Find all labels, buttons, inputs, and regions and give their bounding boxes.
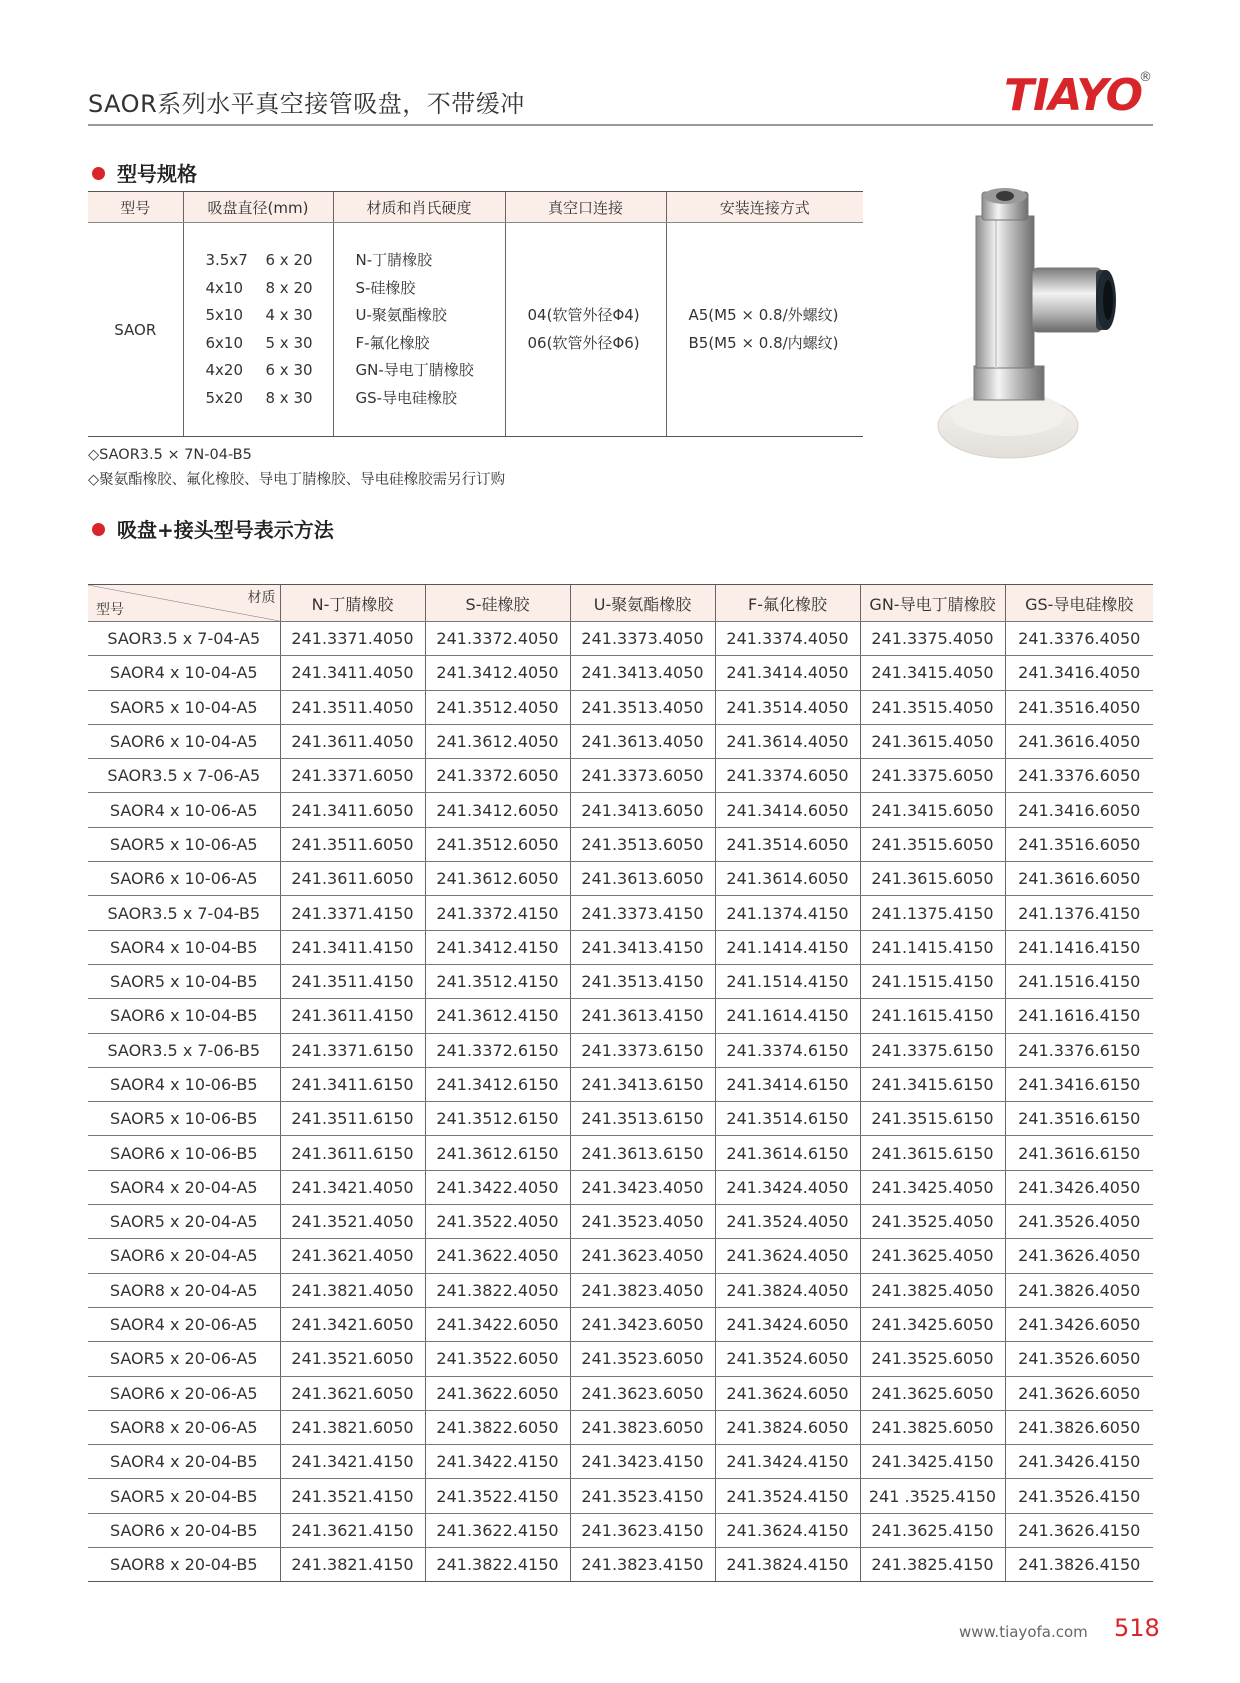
model-cell: SAOR6 x 20-06-A5 <box>88 1376 280 1410</box>
part-number-cell: 241.3821.4150 <box>280 1548 425 1582</box>
material-col-header: GN-导电丁腈橡胶 <box>860 585 1005 622</box>
part-number-cell: 241.3622.4150 <box>425 1513 570 1547</box>
part-number-cell: 241.3611.4150 <box>280 999 425 1033</box>
part-number-cell: 241.3624.6050 <box>715 1376 860 1410</box>
part-number-cell: 241.3523.4150 <box>570 1479 715 1513</box>
part-number-cell: 241.3415.6050 <box>860 793 1005 827</box>
part-number-cell: 241.3412.6050 <box>425 793 570 827</box>
material-col-header: S-硅橡胶 <box>425 585 570 622</box>
part-number-cell: 241.3373.4150 <box>570 896 715 930</box>
part-number-cell: 241.1614.4150 <box>715 999 860 1033</box>
part-number-cell: 241.3411.6050 <box>280 793 425 827</box>
part-number-cell: 241.1415.4150 <box>860 930 1005 964</box>
part-number-cell: 241.3426.4050 <box>1005 1170 1153 1204</box>
part-number-cell: 241.3516.6050 <box>1005 827 1153 861</box>
model-cell: SAOR4 x 20-04-A5 <box>88 1170 280 1204</box>
diameter-value: 5x20 <box>205 388 244 407</box>
part-number-cell: 241.3612.6050 <box>425 862 570 896</box>
ordering-table-header <box>88 585 1153 622</box>
vacuum-item: 04(软管外径Φ4) <box>527 306 640 324</box>
table-row <box>88 1170 1153 1204</box>
spec-table-row <box>88 223 863 437</box>
part-number-cell: 241.3414.6050 <box>715 793 860 827</box>
part-number-cell: 241.3416.4050 <box>1005 656 1153 690</box>
table-row <box>88 793 1153 827</box>
part-number-cell: 241.3623.6050 <box>570 1376 715 1410</box>
part-number-cell: 241.3823.4150 <box>570 1548 715 1582</box>
spec-col-header: 材质和肖氏硬度 <box>333 192 505 223</box>
vacuum-item: 06(软管外径Φ6) <box>527 333 640 352</box>
part-number-cell: 241.3371.4150 <box>280 896 425 930</box>
table-row <box>88 999 1153 1033</box>
bullet-dot-icon <box>92 523 105 536</box>
part-number-cell: 241.3824.4150 <box>715 1548 860 1582</box>
part-number-cell: 241.3412.6150 <box>425 1067 570 1101</box>
part-number-cell: 241.3821.4050 <box>280 1273 425 1307</box>
part-number-cell: 241.3612.4150 <box>425 999 570 1033</box>
part-number-cell: 241.3824.4050 <box>715 1273 860 1307</box>
model-cell: SAOR5 x 20-06-A5 <box>88 1342 280 1376</box>
material-col-header: GS-导电硅橡胶 <box>1005 585 1153 622</box>
part-number-cell: 241.3523.4050 <box>570 1205 715 1239</box>
part-number-cell: 241.3511.6050 <box>280 827 425 861</box>
part-number-cell: 241.3623.4150 <box>570 1513 715 1547</box>
table-row <box>88 1548 1153 1582</box>
model-cell: SAOR4 x 20-06-A5 <box>88 1307 280 1341</box>
part-number-cell: 241.1414.4150 <box>715 930 860 964</box>
brand-logo: TIAYO <box>1004 70 1143 121</box>
spec-col-header: 吸盘直径(mm) <box>183 192 333 223</box>
table-row <box>88 1273 1153 1307</box>
model-cell: SAOR3.5 x 7-04-A5 <box>88 622 280 656</box>
part-number-cell: 241.3375.4050 <box>860 622 1005 656</box>
diameter-value: 6x10 <box>205 333 244 352</box>
table-row <box>88 656 1153 690</box>
part-number-cell: 241.3372.4050 <box>425 622 570 656</box>
part-number-cell: 241.3413.4050 <box>570 656 715 690</box>
table-row <box>88 827 1153 861</box>
part-number-cell: 241.3525.6050 <box>860 1342 1005 1376</box>
note-line: ◇聚氨酯橡胶、氟化橡胶、导电丁腈橡胶、导电硅橡胶需另行订购 <box>88 472 506 488</box>
part-number-cell: 241.3522.4150 <box>425 1479 570 1513</box>
part-number-cell: 241.3613.4150 <box>570 999 715 1033</box>
model-cell: SAOR3.5 x 7-04-B5 <box>88 896 280 930</box>
model-cell: SAOR4 x 10-06-B5 <box>88 1067 280 1101</box>
diameter-value: 4x20 <box>205 361 244 379</box>
material-item: N-丁腈橡胶 <box>355 251 433 269</box>
part-number-cell: 241.3422.6050 <box>425 1307 570 1341</box>
table-row <box>88 1479 1153 1513</box>
part-number-cell: 241.3423.6050 <box>570 1307 715 1341</box>
diameter-value: 4x10 <box>205 278 244 297</box>
part-number-cell: 241.3513.4050 <box>570 690 715 724</box>
registered-mark: ® <box>1139 70 1152 85</box>
part-number-cell: 241.1416.4150 <box>1005 930 1153 964</box>
part-number-cell: 241.3626.6050 <box>1005 1376 1153 1410</box>
part-number-cell: 241.3412.4050 <box>425 656 570 690</box>
part-number-cell: 241.3625.4050 <box>860 1239 1005 1273</box>
part-number-cell: 241.3611.4050 <box>280 724 425 758</box>
part-number-cell: 241.3626.4150 <box>1005 1513 1153 1547</box>
part-number-cell: 241.3424.4150 <box>715 1445 860 1479</box>
part-number-cell: 241.3415.6150 <box>860 1067 1005 1101</box>
spec-col-header: 真空口连接 <box>505 192 666 223</box>
part-number-cell: 241.3421.4050 <box>280 1170 425 1204</box>
part-number-cell: 241.3376.6150 <box>1005 1033 1153 1067</box>
part-number-cell: 241.3525.4050 <box>860 1205 1005 1239</box>
material-item: GS-导电硅橡胶 <box>355 388 458 407</box>
model-cell: SAOR8 x 20-06-A5 <box>88 1410 280 1444</box>
part-number-cell: 241.3424.4050 <box>715 1170 860 1204</box>
mounting-item: A5(M5 × 0.8/外螺纹) <box>688 306 839 324</box>
part-number-cell: 241.3624.4050 <box>715 1239 860 1273</box>
table-row <box>88 1067 1153 1101</box>
table-row <box>88 1136 1153 1170</box>
part-number-cell: 241.3421.4150 <box>280 1445 425 1479</box>
model-cell: SAOR3.5 x 7-06-B5 <box>88 1033 280 1067</box>
part-number-cell: 241.3375.6050 <box>860 759 1005 793</box>
part-number-cell: 241.3825.4150 <box>860 1548 1005 1582</box>
table-row <box>88 1102 1153 1136</box>
part-number-cell: 241.3826.6050 <box>1005 1410 1153 1444</box>
part-number-cell: 241.3413.6150 <box>570 1067 715 1101</box>
spec-table <box>88 191 863 437</box>
part-number-cell: 241.3371.6150 <box>280 1033 425 1067</box>
part-number-cell: 241.1374.4150 <box>715 896 860 930</box>
model-cell: SAOR4 x 10-04-A5 <box>88 656 280 690</box>
part-number-cell: 241.3623.4050 <box>570 1239 715 1273</box>
part-number-cell: 241.3524.6050 <box>715 1342 860 1376</box>
model-cell: SAOR5 x 20-04-A5 <box>88 1205 280 1239</box>
model-cell: SAOR8 x 20-04-B5 <box>88 1548 280 1582</box>
spec-col-header: 安装连接方式 <box>666 192 863 223</box>
model-cell: SAOR5 x 10-04-B5 <box>88 964 280 998</box>
corner-label-model: 型号 <box>96 602 124 618</box>
material-item: F-氟化橡胶 <box>355 333 430 352</box>
part-number-cell: 241.3372.6150 <box>425 1033 570 1067</box>
part-number-cell: 241.3511.6150 <box>280 1102 425 1136</box>
part-number-cell: 241.3824.6050 <box>715 1410 860 1444</box>
table-row <box>88 1239 1153 1273</box>
part-number-cell: 241.3524.4050 <box>715 1205 860 1239</box>
part-number-cell: 241.3513.6050 <box>570 827 715 861</box>
ordering-table-body <box>88 622 1153 1582</box>
diameter-value: 8 x 30 <box>265 388 313 407</box>
part-number-cell: 241.3512.4150 <box>425 964 570 998</box>
model-cell: SAOR3.5 x 7-06-A5 <box>88 759 280 793</box>
part-number-cell: 241.3512.4050 <box>425 690 570 724</box>
part-number-cell: 241.3612.6150 <box>425 1136 570 1170</box>
part-number-cell: 241.3413.6050 <box>570 793 715 827</box>
part-number-cell: 241.3826.4150 <box>1005 1548 1153 1582</box>
part-number-cell: 241.3371.4050 <box>280 622 425 656</box>
part-number-cell: 241.3825.4050 <box>860 1273 1005 1307</box>
material-col-header: N-丁腈橡胶 <box>280 585 425 622</box>
spec-vacuum <box>505 223 666 437</box>
part-number-cell: 241.3511.4150 <box>280 964 425 998</box>
model-cell: SAOR6 x 10-06-B5 <box>88 1136 280 1170</box>
table-row <box>88 964 1153 998</box>
part-number-cell: 241.3411.4150 <box>280 930 425 964</box>
part-number-cell: 241.3826.4050 <box>1005 1273 1153 1307</box>
table-row <box>88 1307 1153 1341</box>
part-number-cell: 241.3511.4050 <box>280 690 425 724</box>
corner-label-material: 材质 <box>247 590 276 606</box>
part-number-cell: 241.3424.6050 <box>715 1307 860 1341</box>
note-line: ◇SAOR3.5 × 7N-04-B5 <box>88 447 252 463</box>
part-number-cell: 241.1375.4150 <box>860 896 1005 930</box>
part-number-cell: 241.3374.6150 <box>715 1033 860 1067</box>
part-number-cell: 241.3515.6050 <box>860 827 1005 861</box>
diameter-value: 5x10 <box>205 306 244 324</box>
footer-url: www.tiayofa.com <box>959 1623 1088 1641</box>
table-row <box>88 1445 1153 1479</box>
product-photo <box>920 186 1140 471</box>
part-number-cell: 241.3372.4150 <box>425 896 570 930</box>
part-number-cell: 241.1516.4150 <box>1005 964 1153 998</box>
spec-notes <box>88 443 505 493</box>
part-number-cell: 241.3414.6150 <box>715 1067 860 1101</box>
model-cell: SAOR4 x 20-04-B5 <box>88 1445 280 1479</box>
part-number-cell: 241.3522.6050 <box>425 1342 570 1376</box>
section-heading-ordering <box>92 514 334 543</box>
part-number-cell: 241.3422.4050 <box>425 1170 570 1204</box>
part-number-cell: 241.3373.4050 <box>570 622 715 656</box>
part-number-cell: 241.3425.4150 <box>860 1445 1005 1479</box>
part-number-cell: 241.3373.6150 <box>570 1033 715 1067</box>
part-number-cell: 241.3516.4050 <box>1005 690 1153 724</box>
part-number-cell: 241.3412.4150 <box>425 930 570 964</box>
part-number-cell: 241.3625.6050 <box>860 1376 1005 1410</box>
part-number-cell: 241.3515.6150 <box>860 1102 1005 1136</box>
table-row <box>88 1342 1153 1376</box>
part-number-cell: 241.3523.6050 <box>570 1342 715 1376</box>
part-number-cell: 241.3374.4050 <box>715 622 860 656</box>
spec-col-header: 型号 <box>88 192 183 223</box>
model-cell: SAOR5 x 10-06-A5 <box>88 827 280 861</box>
part-number-cell: 241.3521.4050 <box>280 1205 425 1239</box>
part-number-cell: 241.3426.6050 <box>1005 1307 1153 1341</box>
section-heading-spec-text: 型号规格 <box>117 162 197 186</box>
part-number-cell: 241.3421.6050 <box>280 1307 425 1341</box>
material-col-header: U-聚氨酯橡胶 <box>570 585 715 622</box>
part-number-cell: 241.3615.6050 <box>860 862 1005 896</box>
part-number-cell: 241.3513.6150 <box>570 1102 715 1136</box>
part-number-cell: 241.3822.4050 <box>425 1273 570 1307</box>
diameter-value: 8 x 20 <box>265 278 313 297</box>
model-cell: SAOR5 x 10-06-B5 <box>88 1102 280 1136</box>
part-number-cell: 241.3616.4050 <box>1005 724 1153 758</box>
part-number-cell: 241.3426.4150 <box>1005 1445 1153 1479</box>
part-number-cell: 241.3616.6050 <box>1005 862 1153 896</box>
part-number-cell: 241.3822.6050 <box>425 1410 570 1444</box>
material-item: GN-导电丁腈橡胶 <box>355 361 474 379</box>
corner-diagonal <box>88 585 280 621</box>
part-number-cell: 241.3626.4050 <box>1005 1239 1153 1273</box>
part-number-cell: 241.3621.4150 <box>280 1513 425 1547</box>
part-number-cell: 241.3823.4050 <box>570 1273 715 1307</box>
table-row <box>88 622 1153 656</box>
section-heading-ordering-text: 吸盘+接头型号表示方法 <box>117 518 334 542</box>
part-number-cell: 241.3612.4050 <box>425 724 570 758</box>
header-divider <box>88 124 1153 126</box>
table-row <box>88 930 1153 964</box>
part-number-cell: 241.1514.4150 <box>715 964 860 998</box>
diameter-value: 5 x 30 <box>265 333 313 352</box>
spec-materials <box>333 223 505 437</box>
table-row <box>88 724 1153 758</box>
part-number-cell: 241.3825.6050 <box>860 1410 1005 1444</box>
part-number-cell: 241.3611.6150 <box>280 1136 425 1170</box>
part-number-cell: 241.3512.6150 <box>425 1102 570 1136</box>
model-cell: SAOR6 x 10-04-B5 <box>88 999 280 1033</box>
part-number-cell: 241.3821.6050 <box>280 1410 425 1444</box>
part-number-cell: 241.3521.6050 <box>280 1342 425 1376</box>
table-row <box>88 1513 1153 1547</box>
table-row <box>88 690 1153 724</box>
part-number-cell: 241.3514.6050 <box>715 827 860 861</box>
part-number-cell: 241.3526.4050 <box>1005 1205 1153 1239</box>
spec-diameters <box>183 223 333 437</box>
table-row <box>88 896 1153 930</box>
diameter-value: 3.5x7 <box>205 251 248 269</box>
diameter-value: 6 x 30 <box>265 361 313 379</box>
part-number-cell: 241.3522.4050 <box>425 1205 570 1239</box>
part-number-cell: 241.3416.6150 <box>1005 1067 1153 1101</box>
spec-mounting <box>666 223 863 437</box>
part-number-cell: 241.3524.4150 <box>715 1479 860 1513</box>
part-number-cell: 241.3822.4150 <box>425 1548 570 1582</box>
part-number-cell: 241.3425.6050 <box>860 1307 1005 1341</box>
model-cell: SAOR6 x 20-04-B5 <box>88 1513 280 1547</box>
diameter-value: 6 x 20 <box>265 251 313 269</box>
spec-table-header <box>88 192 863 223</box>
part-number-cell: 241 .3525.4150 <box>860 1479 1005 1513</box>
material-item: S-硅橡胶 <box>355 278 416 297</box>
table-row <box>88 1033 1153 1067</box>
part-number-cell: 241.3372.6050 <box>425 759 570 793</box>
part-number-cell: 241.3622.4050 <box>425 1239 570 1273</box>
ordering-table <box>88 584 1153 1582</box>
part-number-cell: 241.3625.4150 <box>860 1513 1005 1547</box>
diameter-value: 4 x 30 <box>265 306 313 324</box>
part-number-cell: 241.3521.4150 <box>280 1479 425 1513</box>
part-number-cell: 241.3371.6050 <box>280 759 425 793</box>
bullet-dot-icon <box>92 167 105 180</box>
diameter-list-a <box>206 247 266 412</box>
part-number-cell: 241.3376.6050 <box>1005 759 1153 793</box>
part-number-cell: 241.3624.4150 <box>715 1513 860 1547</box>
material-col-header: F-氟化橡胶 <box>715 585 860 622</box>
material-item: U-聚氨酯橡胶 <box>355 306 447 324</box>
part-number-cell: 241.3615.6150 <box>860 1136 1005 1170</box>
part-number-cell: 241.3614.4050 <box>715 724 860 758</box>
part-number-cell: 241.3376.4050 <box>1005 622 1153 656</box>
model-cell: SAOR6 x 20-04-A5 <box>88 1239 280 1273</box>
part-number-cell: 241.3415.4050 <box>860 656 1005 690</box>
part-number-cell: 241.1515.4150 <box>860 964 1005 998</box>
part-number-cell: 241.3621.4050 <box>280 1239 425 1273</box>
model-cell: SAOR5 x 10-04-A5 <box>88 690 280 724</box>
part-number-cell: 241.3512.6050 <box>425 827 570 861</box>
table-row <box>88 1376 1153 1410</box>
model-cell: SAOR8 x 20-04-A5 <box>88 1273 280 1307</box>
part-number-cell: 241.3514.6150 <box>715 1102 860 1136</box>
mounting-item: B5(M5 × 0.8/内螺纹) <box>688 333 839 352</box>
part-number-cell: 241.1615.4150 <box>860 999 1005 1033</box>
part-number-cell: 241.3613.4050 <box>570 724 715 758</box>
model-cell: SAOR4 x 10-06-A5 <box>88 793 280 827</box>
page-title: SAOR系列水平真空接管吸盘，不带缓冲 <box>88 90 525 118</box>
part-number-cell: 241.3526.6050 <box>1005 1342 1153 1376</box>
part-number-cell: 241.3516.6150 <box>1005 1102 1153 1136</box>
model-cell: SAOR6 x 10-06-A5 <box>88 862 280 896</box>
part-number-cell: 241.3614.6050 <box>715 862 860 896</box>
part-number-cell: 241.3616.6150 <box>1005 1136 1153 1170</box>
part-number-cell: 241.3413.4150 <box>570 930 715 964</box>
model-cell: SAOR4 x 10-04-B5 <box>88 930 280 964</box>
part-number-cell: 241.3422.4150 <box>425 1445 570 1479</box>
part-number-cell: 241.3823.6050 <box>570 1410 715 1444</box>
part-number-cell: 241.3515.4050 <box>860 690 1005 724</box>
section-heading-spec <box>92 158 197 187</box>
part-number-cell: 241.3373.6050 <box>570 759 715 793</box>
part-number-cell: 241.3621.6050 <box>280 1376 425 1410</box>
part-number-cell: 241.3416.6050 <box>1005 793 1153 827</box>
part-number-cell: 241.3526.4150 <box>1005 1479 1153 1513</box>
part-number-cell: 241.3423.4050 <box>570 1170 715 1204</box>
part-number-cell: 241.3411.6150 <box>280 1067 425 1101</box>
diameter-list-b <box>266 247 313 412</box>
table-row <box>88 1410 1153 1444</box>
model-cell: SAOR5 x 20-04-B5 <box>88 1479 280 1513</box>
table-row <box>88 862 1153 896</box>
part-number-cell: 241.3414.4050 <box>715 656 860 690</box>
corner-header-cell <box>88 585 280 622</box>
table-row <box>88 759 1153 793</box>
part-number-cell: 241.3611.6050 <box>280 862 425 896</box>
part-number-cell: 241.3513.4150 <box>570 964 715 998</box>
model-cell: SAOR6 x 10-04-A5 <box>88 724 280 758</box>
part-number-cell: 241.3425.4050 <box>860 1170 1005 1204</box>
part-number-cell: 241.3423.4150 <box>570 1445 715 1479</box>
part-number-cell: 241.3615.4050 <box>860 724 1005 758</box>
part-number-cell: 241.3514.4050 <box>715 690 860 724</box>
table-row <box>88 1205 1153 1239</box>
part-number-cell: 241.3375.6150 <box>860 1033 1005 1067</box>
part-number-cell: 241.1616.4150 <box>1005 999 1153 1033</box>
part-number-cell: 241.1376.4150 <box>1005 896 1153 930</box>
spec-model: SAOR <box>88 223 183 437</box>
part-number-cell: 241.3613.6050 <box>570 862 715 896</box>
part-number-cell: 241.3411.4050 <box>280 656 425 690</box>
page-number: 518 <box>1114 1614 1160 1642</box>
part-number-cell: 241.3613.6150 <box>570 1136 715 1170</box>
part-number-cell: 241.3614.6150 <box>715 1136 860 1170</box>
part-number-cell: 241.3374.6050 <box>715 759 860 793</box>
part-number-cell: 241.3622.6050 <box>425 1376 570 1410</box>
